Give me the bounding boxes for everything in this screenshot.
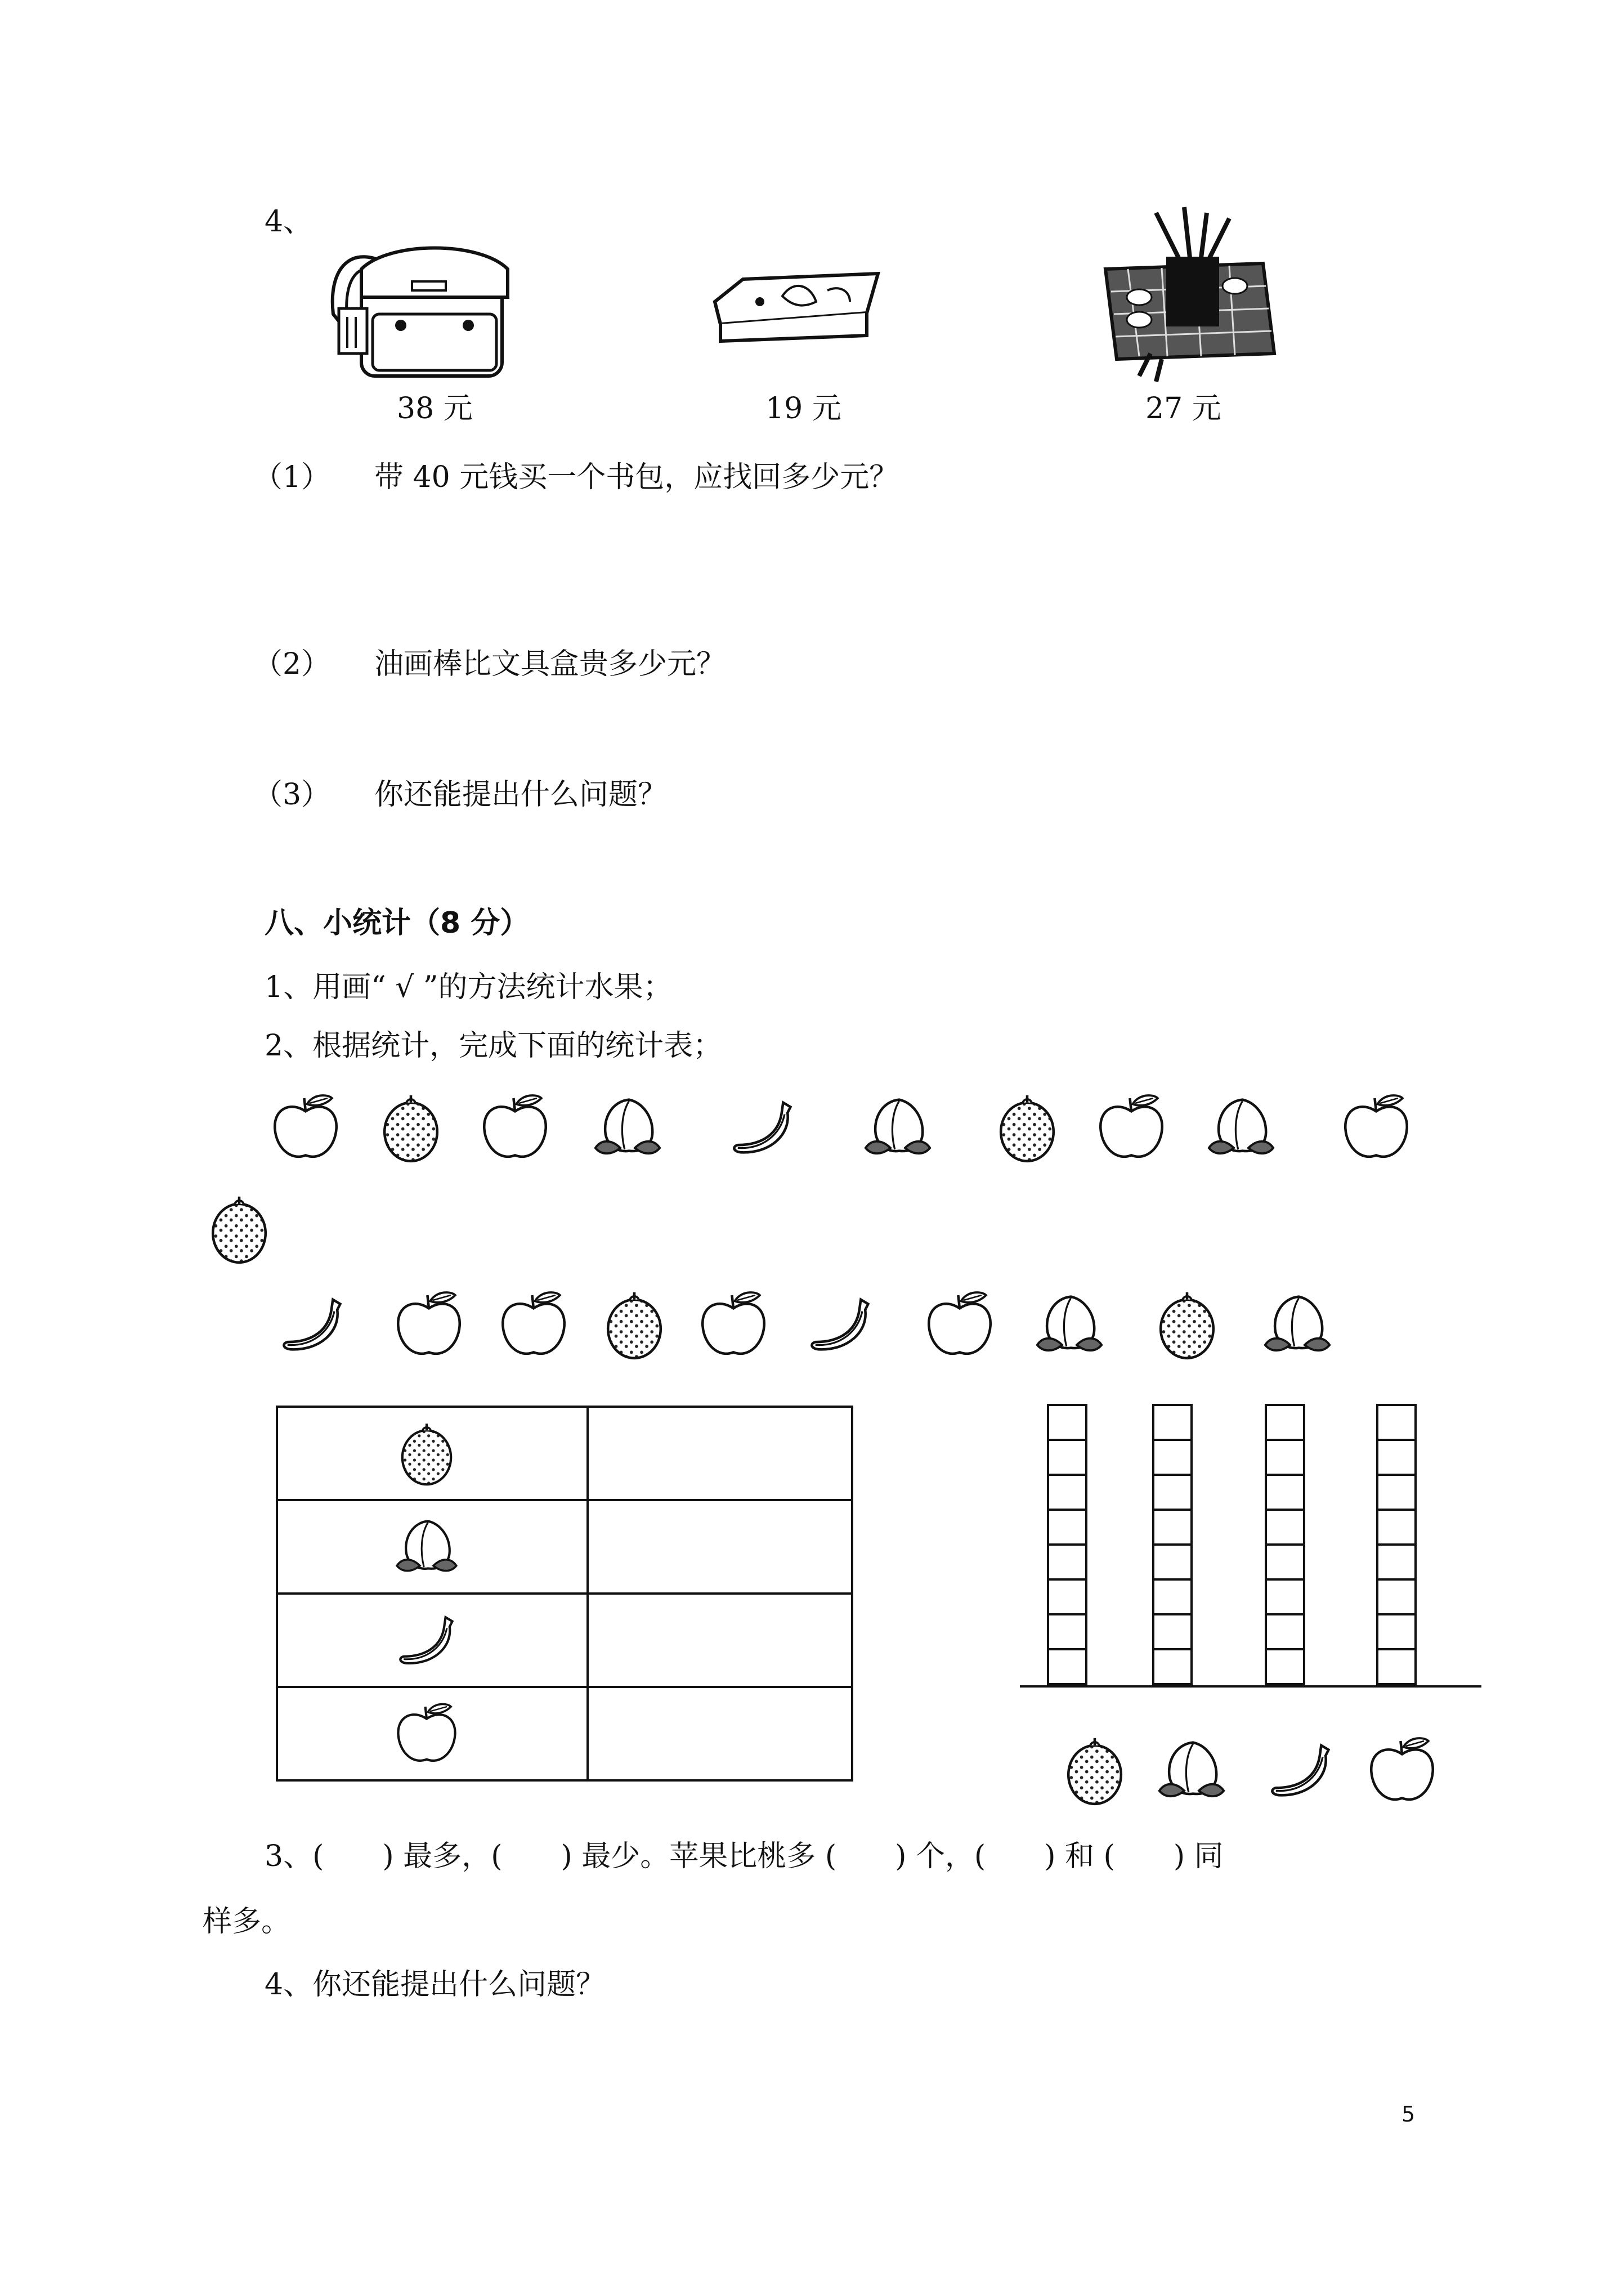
banana-icon (1264, 1734, 1337, 1807)
peach-icon (1261, 1288, 1334, 1361)
grid-cell[interactable] (1153, 1405, 1192, 1440)
schoolbag-price: 38 元 (397, 392, 473, 426)
grid-cell[interactable] (1377, 1649, 1416, 1684)
table-fruit-cell (277, 1687, 588, 1780)
question-3-line-2: 样多。 (203, 1905, 291, 1939)
table-count-cell[interactable] (588, 1407, 852, 1500)
grid-cell[interactable] (1048, 1440, 1086, 1475)
question-number-3: （3） (253, 778, 331, 812)
grid-cell[interactable] (1377, 1545, 1416, 1579)
peach-icon (591, 1091, 664, 1164)
table-row (277, 1687, 852, 1780)
grid-cell[interactable] (1266, 1405, 1304, 1440)
question-4-text: 4、你还能提出什么问题？ (265, 1968, 606, 2002)
orange-icon (374, 1091, 447, 1164)
grid-cell[interactable] (1266, 1440, 1304, 1475)
grid-cell[interactable] (1153, 1649, 1192, 1684)
table-count-cell[interactable] (588, 1687, 852, 1780)
oil-pastels-price: 27 元 (1145, 392, 1221, 426)
question-number-2: （2） (253, 647, 331, 681)
orange-icon (1058, 1734, 1131, 1807)
grid-cell[interactable] (1048, 1510, 1086, 1545)
grid-cell[interactable] (1377, 1475, 1416, 1510)
peach-icon (861, 1091, 934, 1164)
apple-icon (1340, 1091, 1413, 1164)
orange-icon (598, 1288, 671, 1361)
grid-cell[interactable] (1266, 1510, 1304, 1545)
grid-cell[interactable] (1153, 1475, 1192, 1510)
question-text-2: 油画棒比文具盒贵多少元？ (374, 647, 726, 681)
banana-icon (804, 1288, 877, 1361)
peach-icon (1033, 1288, 1106, 1361)
schoolbag-icon (322, 230, 525, 385)
grid-cell[interactable] (1266, 1614, 1304, 1649)
apple-icon (1365, 1734, 1439, 1807)
page-number: 5 (1401, 2102, 1416, 2127)
table-row (277, 1500, 852, 1594)
grid-cell[interactable] (1266, 1475, 1304, 1510)
grid-cell[interactable] (1377, 1440, 1416, 1475)
grid-cell[interactable] (1266, 1545, 1304, 1579)
apple-icon (497, 1288, 570, 1361)
grid-cell[interactable] (1048, 1405, 1086, 1440)
banana-icon (276, 1288, 349, 1361)
statistics-table (276, 1406, 853, 1782)
apple-icon (478, 1091, 552, 1164)
grid-cell[interactable] (1377, 1510, 1416, 1545)
table-count-cell[interactable] (588, 1594, 852, 1687)
pencil-box-price: 19 元 (765, 392, 841, 426)
grid-cell[interactable] (1153, 1440, 1192, 1475)
question-3-line-1: 3、( ) 最多，( ) 最少。苹果比桃多 ( ) 个，( ) 和 ( ) 同 (265, 1840, 1224, 1873)
apple-icon (269, 1091, 342, 1164)
question-text-3: 你还能提出什么问题？ (374, 778, 668, 812)
table-fruit-cell (277, 1407, 588, 1500)
apple-icon (923, 1288, 996, 1361)
peach-icon (1204, 1091, 1278, 1164)
table-count-cell[interactable] (588, 1500, 852, 1594)
instruction-2: 2、根据统计，完成下面的统计表； (265, 1029, 723, 1063)
oil-pastels-icon (1094, 207, 1286, 387)
blank-bar-chart (1020, 1402, 1493, 1717)
question-text-1: 带 40 元钱买一个书包，应找回多少元？ (374, 460, 899, 494)
grid-cell[interactable] (1266, 1579, 1304, 1614)
grid-cell[interactable] (1048, 1475, 1086, 1510)
grid-cell[interactable] (1153, 1614, 1192, 1649)
apple-icon (392, 1288, 465, 1361)
section-8-title: 八、小统计（8 分） (265, 906, 530, 940)
grid-cell[interactable] (1048, 1579, 1086, 1614)
pencil-box-icon (698, 262, 889, 358)
grid-cell[interactable] (1048, 1614, 1086, 1649)
instruction-1: 1、用画“ √ ”的方法统计水果； (265, 970, 673, 1004)
orange-icon (991, 1091, 1064, 1164)
grid-cell[interactable] (1377, 1579, 1416, 1614)
table-row (277, 1594, 852, 1687)
banana-icon (726, 1091, 799, 1164)
grid-cell[interactable] (1048, 1649, 1086, 1684)
grid-cell[interactable] (1266, 1649, 1304, 1684)
orange-icon (393, 1420, 460, 1487)
peach-icon (393, 1513, 460, 1581)
grid-cell[interactable] (1153, 1579, 1192, 1614)
peach-icon (1155, 1734, 1228, 1807)
grid-cell[interactable] (1153, 1545, 1192, 1579)
grid-cell[interactable] (1377, 1614, 1416, 1649)
grid-cell[interactable] (1153, 1510, 1192, 1545)
table-fruit-cell (277, 1500, 588, 1594)
grid-cell[interactable] (1377, 1405, 1416, 1440)
orange-icon (203, 1192, 276, 1265)
apple-icon (697, 1288, 770, 1361)
grid-cell[interactable] (1048, 1545, 1086, 1579)
question-4-number: 4、 (265, 205, 313, 239)
question-number-1: （1） (253, 460, 331, 494)
table-row (277, 1407, 852, 1500)
apple-icon (1095, 1091, 1168, 1164)
orange-icon (1150, 1288, 1224, 1361)
table-fruit-cell (277, 1594, 588, 1687)
banana-icon (393, 1606, 460, 1674)
apple-icon (393, 1700, 460, 1767)
